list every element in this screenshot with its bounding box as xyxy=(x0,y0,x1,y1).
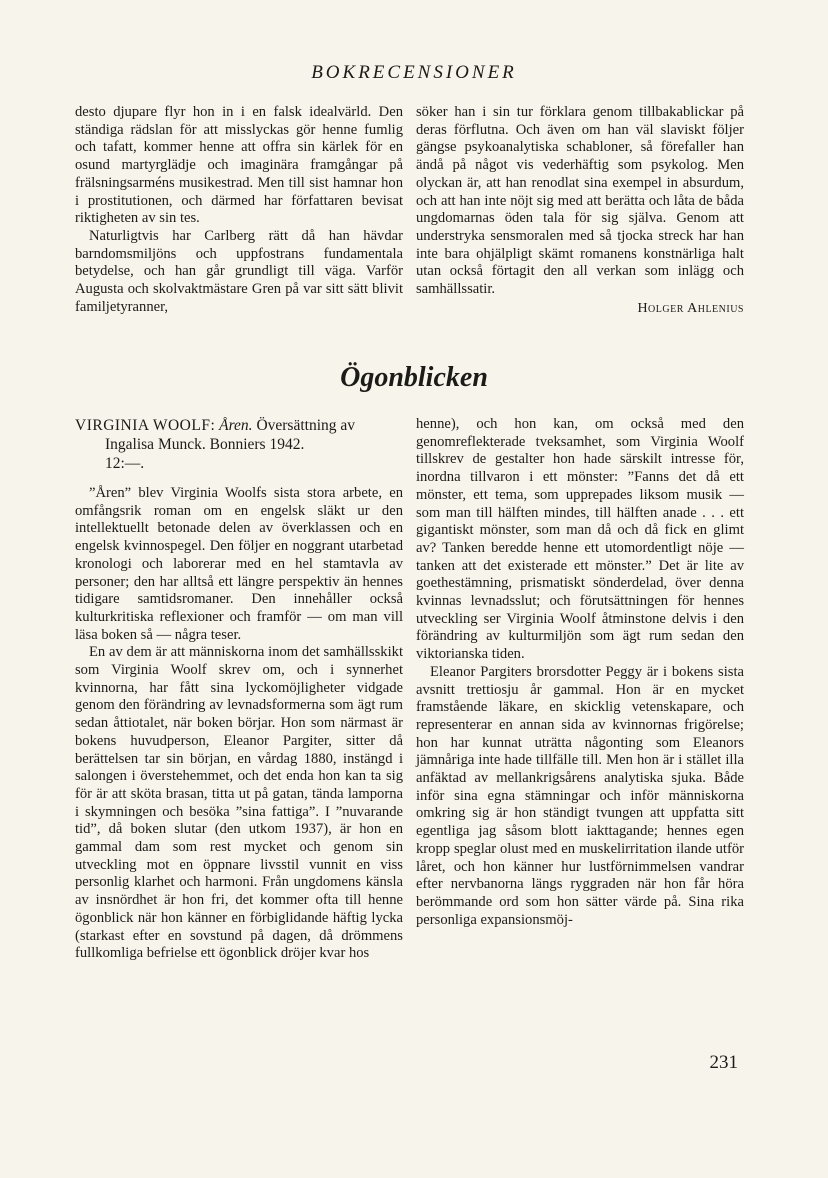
running-head: BOKRECENSIONER xyxy=(311,62,517,83)
book-author: VIRGINIA WOOLF: xyxy=(75,417,216,434)
paragraph: henne), och hon kan, om också med den genomreflekterade tveksamhet, som Virginia Woolf tillskrev de gestalter hon hade särskilt intresse för, inordna tillvaron i ett mönster: ”Fanns det då ett mönster, ett tema, som upprepades liksom musik — som man till hälften mindes, till hälften anade . . . ett gigantiskt mönster, som man då och då fick en glimt av? Tanken beredde henne ett utomordentligt nöje — tanken att det existerade ett mönster.” Det är lite av goethestämning, prismatiskt sönderdelad, över denna kvinnas levnadsslut; och förutsättningen för hennes utveckling ser Virginia Woolf åtminstone delvis i den förändring av kulturmiljön som ägt rum sedan den viktorianska tiden. xyxy=(416,416,744,663)
reviewer-signature: Holger Ahlenius xyxy=(637,300,744,316)
paragraph: söker han i sin tur förklara genom tillbakablickar på deras förflutna. Och även om han väl slaviskt följer gängse psykoanalytiska schabloner, så förefaller han ändå på något vis vederhäftig som psykolog. Men olyckan är, att han renodlat sina exempel in absurdum, och att han inte nöjt sig med att berätta och låta de båda ungdomarnas öden tala för sig själva. Genom att understryka sensmoralen med så tjocka streck har han inte bara ohjälpligt skämt romanens konstnärliga halt utan också förtagit den all verkan som inlägg och samhällssatir. xyxy=(416,104,744,298)
review-continuation-left-column xyxy=(75,104,403,316)
paragraph: Naturligtvis har Carlberg rätt då han hävdar barndomsmiljöns och uppfostrans fundamentala betydelse, och han går grundligt till väga. Varför Augusta och skolvaktmästare Gren på var sitt sätt blivit familjetyranner, xyxy=(75,227,403,315)
section-title: Ögonblicken xyxy=(340,362,488,393)
review-right-column xyxy=(416,416,744,929)
paragraph: Eleanor Pargiters brorsdotter Peggy är i bokens sista avsnitt trettiosju år gammal. Hon är en mycket framstående läkare, en skicklig vetenskapare, och representerar en annan sida av kvinnornas frigörelse; hon har kunnat uträtta någonting som Eleanors jämnåriga inte hade tillfälle till. Men hon är i stället illa anfäktad av mellankrigsårens analytiska sjuka. Både inför sina egna stämningar och inför människorna omkring sig är hon ständigt tvungen att uppfatta sitt egentliga jag såsom blott iakttagande; hennes egen kropp speglar olust med en muskelirritation ilande utför låret, och hon känner hur lustförnimmelsen vandrar efter nervbanorna längs ryggraden när hon får höra berömmande ord som hon sätter värde på. Sina rika personliga expansionsmöj- xyxy=(416,663,744,928)
paragraph: desto djupare flyr hon in i en falsk idealvärld. Den ständiga rädslan för att misslyckas gör henne fumlig och tafatt, kommer henne att offra sin kärlek för en osund martyrglädje och imaginära framgångar på frälsningsarméns musikestrad. Men till sist hamnar hon i prostitutionen, och därmed har författaren bevisat riktigheten av sin tes. xyxy=(75,104,403,227)
book-reference xyxy=(75,416,403,473)
paragraph: En av dem är att människorna inom det samhällsskikt som Virginia Woolf skrev om, och i synnerhet kvinnorna, har fått sina lyckomöjligheter vidgade genom den förändring av levnadsformerna som ägt rum sedan åttiotalet, när boken börjar. Hon som närmast är bokens huvudperson, Eleanor Pargiter, sitter då berättelsen tar sin början, en vårdag 1880, instängd i salongen i överstehemmet, och det enda hon kan ta sig för är att sköta brasan, titta ut på gatan, tända lamporna i skymningen och besöka ”sina fattiga”. I ”nuvarande tid”, då boken slutar (den utkom 1937), är hon en gammal dam som rest mycket och genom sin utveckling mot en öppnare livsstil vunnit en viss personlig klarhet och harmoni. Från ungdomens känsla av insnördhet är hon fri, det kommer ofta till henne ögonblick när hon känner en förbiglidande häftig lycka (starkast efter en sovstund på dagen, då drömmens fullkomliga befrielse ett ögonblick dröjer kvar hos xyxy=(75,644,403,962)
book-publisher: Ingalisa Munck. Bonniers 1942. xyxy=(105,436,305,453)
review-continuation-right-column xyxy=(416,104,744,317)
book-title: Åren. xyxy=(219,417,253,434)
book-price: 12:—. xyxy=(105,455,145,472)
page-number: 231 xyxy=(709,1052,738,1073)
review-left-column xyxy=(75,416,403,963)
paragraph: ”Åren” blev Virginia Woolfs sista stora arbete, en omfångsrik roman om en engelsk släkt ur den intellektuellt betonade delen av överklassen och en engelsk kvinnospegel. Den följer en noggrant utarbetad kronologi och laborerar med en hel stamtavla av personer; den har alltså ett längre perspektiv än hennes tidigare samtidsromaner. Den innehåller också kulturkritiska reflexioner och framför — om man vill läsa boken så — några teser. xyxy=(75,485,403,643)
book-details: Översättning av xyxy=(256,417,356,434)
